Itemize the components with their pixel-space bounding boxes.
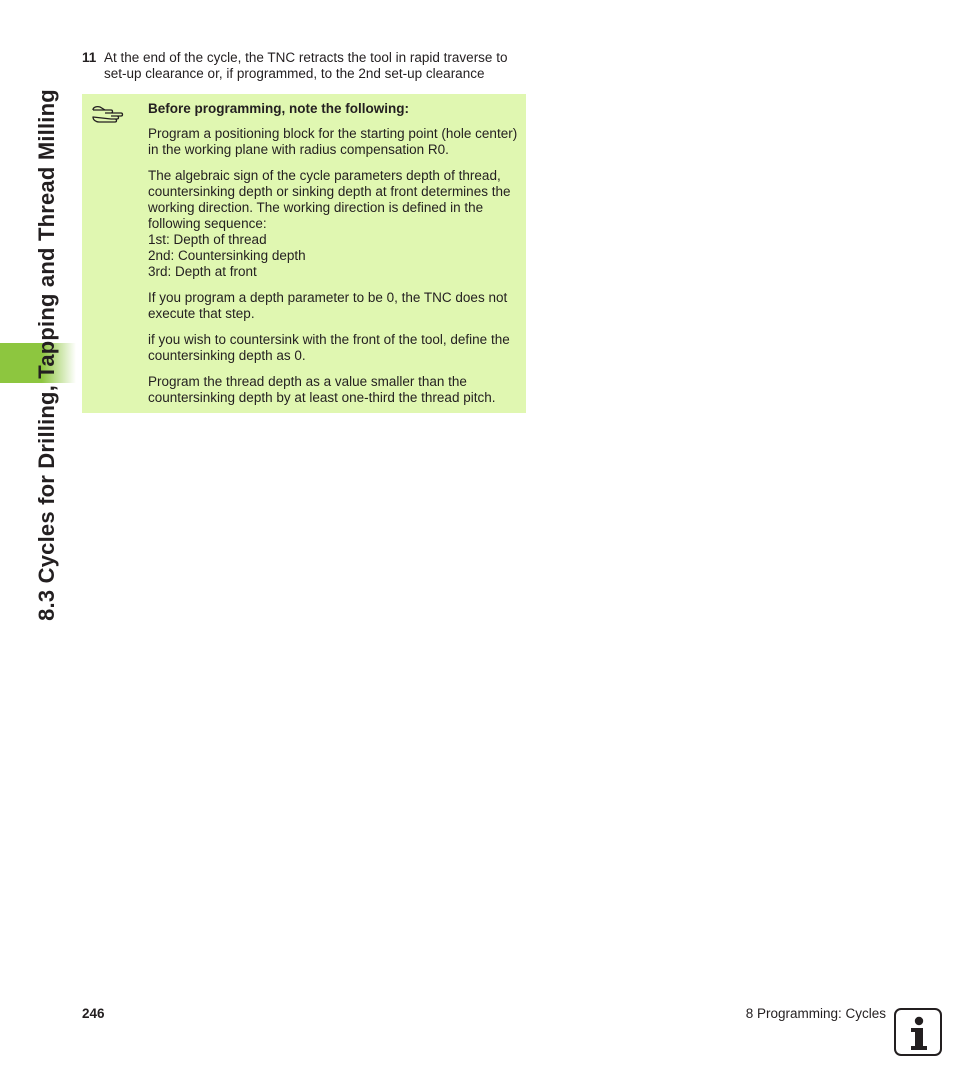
note-box [82,94,526,413]
step-item [82,50,532,82]
info-button[interactable] [894,1008,942,1056]
info-icon [896,1010,940,1054]
note-paragraph: The algebraic sign of the cycle parameters depth of thread, countersinking depth or sinking depth at front determines the working direction. The working direction is defined in the following sequence: 1st: Depth of thread 2nd: Countersinking depth 3rd: Depth at front [148,168,511,279]
note-paragraph: Program a positioning block for the starting point (hole center) in the working plane with radius compensation R0. [148,126,518,157]
note-paragraph: Program the thread depth as a value smaller than the countersinking depth by at least one-third the thread pitch. [148,374,496,405]
note-paragraph: If you program a depth parameter to be 0, the TNC does not execute that step. [148,290,508,321]
note-heading: Before programming, note the following: [148,101,409,116]
section-title-text: 8.3 Cycles for Drilling, Tapping and Thread Milling [34,88,59,621]
step-number: 11 [82,50,97,65]
chapter-label: 8 Programming: Cycles [745,1006,886,1021]
pointing-hand-icon [91,104,127,126]
step-text: At the end of the cycle, the TNC retracts the tool in rapid traverse to set-up clearance or, if programmed, to the 2nd set-up clearance [104,50,508,81]
note-paragraph: if you wish to countersink with the front of the tool, define the countersinking depth as 0. [148,332,510,363]
page-number: 246 [82,1006,105,1021]
section-title-vertical [32,52,62,657]
